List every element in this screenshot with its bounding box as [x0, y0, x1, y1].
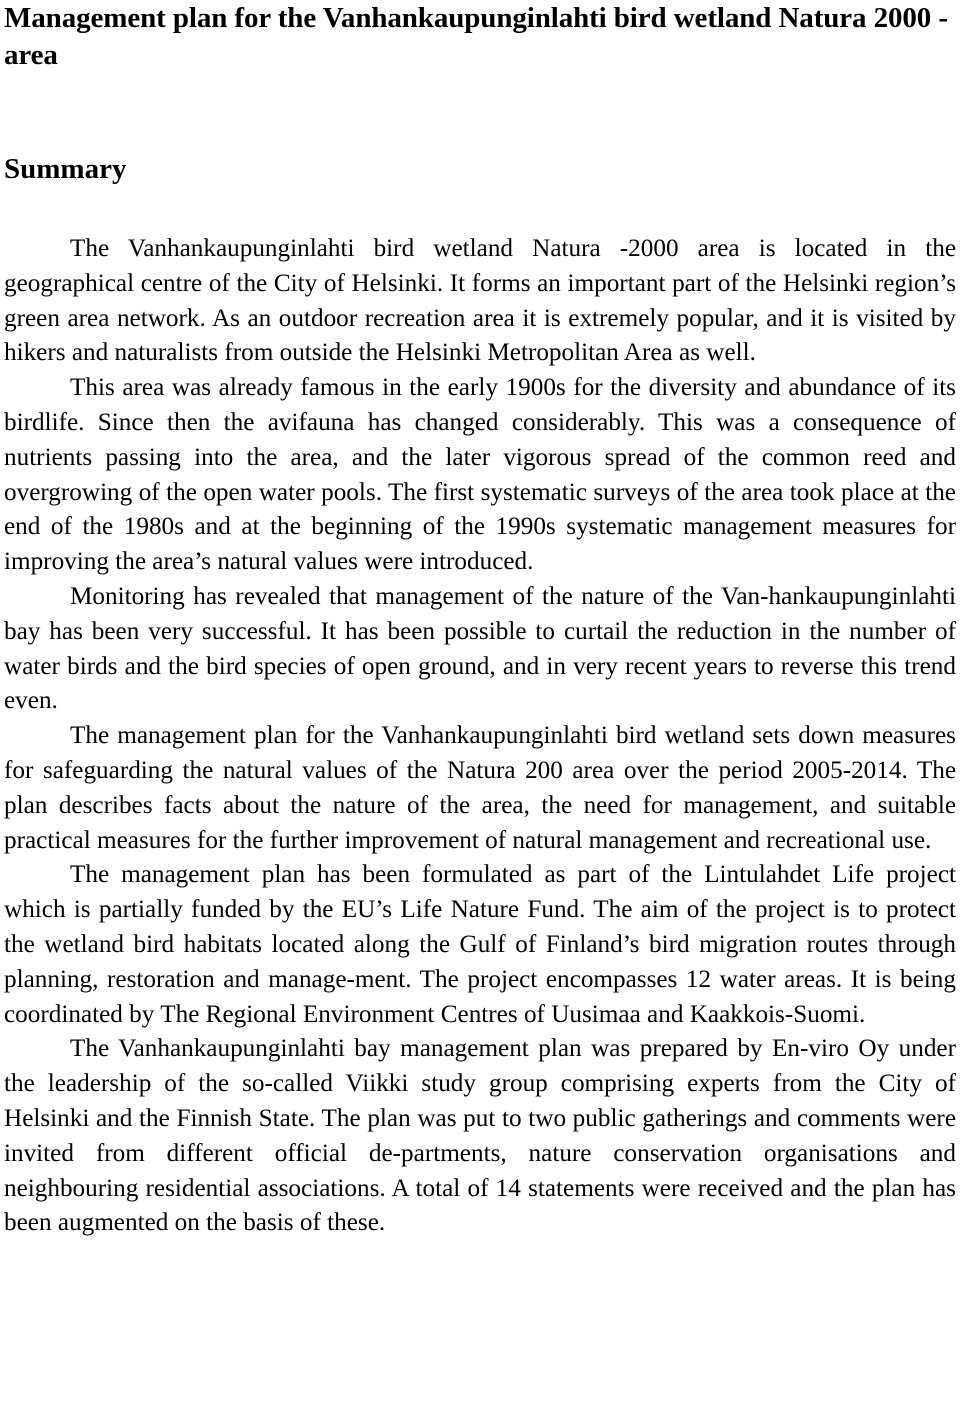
paragraph: The Vanhankaupunginlahti bird wetland Natura -2000 area is located in the geographical centre of the City of Helsinki. It forms an important part of the Helsinki region’s green area network. As an outdoor recreation area it is extremely popular, and it is visited by hikers and naturalists from outside the Helsinki Metropolitan Area as well. — [4, 235, 956, 367]
paragraph: The management plan has been formulated as part of the Lintulahdet Life project which is partially funded by the EU’s Life Nature Fund. The aim of the project is to protect the wetland bird habitats located along the Gulf of Finland’s bird migration routes through planning, restoration and manage-ment. The project encompasses 12 water areas. It is being coordinated by The Regional Environment Centres of Uusimaa and Kaakkois-Suomi. — [4, 861, 956, 1028]
document-title: Management plan for the Vanhankaupunginlahti bird wetland Natura 2000 -area — [4, 2, 948, 71]
paragraph: The Vanhankaupunginlahti bay management plan was prepared by En-viro Oy under the leadership of the so-called Viikki study group comprising experts from the City of Helsinki and the Finnish State. The plan was put to two public gatherings and comments were invited from different official de-partments, nature conservation organisations and neighbouring residential associations. A total of 14 statements were received and the plan has been augmented on the basis of these. — [4, 1035, 956, 1237]
summary-body — [4, 232, 956, 1241]
document-page — [4, 0, 956, 1241]
paragraph: The management plan for the Vanhankaupunginlahti bird wetland sets down measures for safeguarding the natural values of the Natura 200 area over the period 2005-2014. The plan describes facts about the nature of the area, the need for management, and suitable practical measures for the further improvement of natural management and recreational use. — [4, 722, 956, 854]
section-heading-summary: Summary — [4, 153, 127, 185]
paragraph: Monitoring has revealed that management of the nature of the Van-hankaupunginlahti bay has been very successful. It has been possible to curtail the reduction in the number of water birds and the bird species of open ground, and in very recent years to reverse this trend even. — [4, 582, 956, 715]
paragraph: This area was already famous in the early 1900s for the diversity and abundance of its birdlife. Since then the avifauna has changed considerably. This was a consequence of nutrients passing into the area, and the later vigorous spread of the common reed and overgrowing of the open water pools. The first systematic surveys of the area took place at the end of the 1980s and at the beginning of the 1990s systematic management measures for improving the area’s natural values were introduced. — [4, 374, 956, 576]
